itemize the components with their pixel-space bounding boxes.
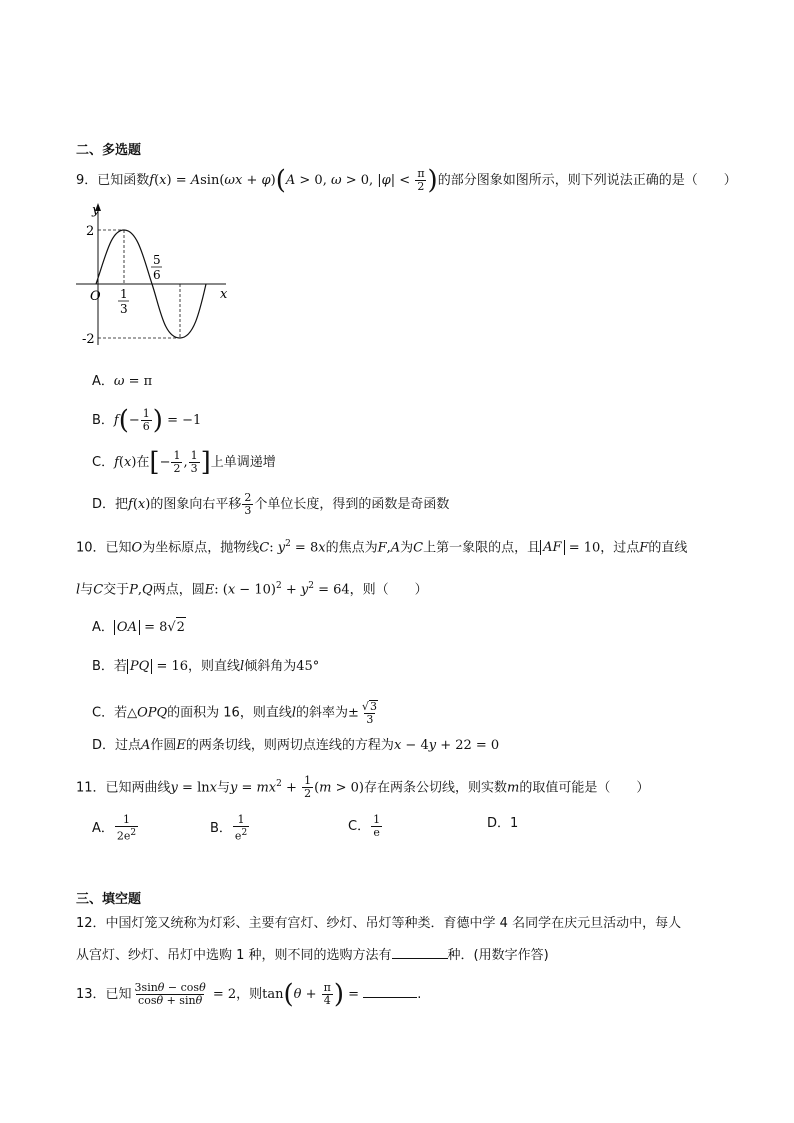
x2-denominator: 6	[153, 268, 161, 282]
x1-numerator: 1	[120, 287, 128, 301]
q10-option-c[interactable]: C．若△OPQ的面积为 16，则直线l的斜率为± $\frac{√3}{3}$	[92, 700, 377, 726]
question-12-line-2: 从宫灯、纱灯、吊灯中选购 1 种，则不同的选购方法有 种．(用数字作答)	[76, 944, 549, 966]
q10-option-a[interactable]: A． OA = 8√2	[92, 617, 186, 638]
question-9-stem: 9．已知函数f(x) = Asin(ωx + φ)(A > 0, ω > 0, |φ| < $\frac{\pi}{2}$ )的部分图象如图所示，则下列说法正确的是（ ）	[76, 165, 737, 196]
question-11-stem: 11．已知两曲线y = lnx与$y = mx^2$ + $\frac{1}{2}$ (m > 0)存在两条公切线，则实数m的取值可能是（ ）	[76, 774, 650, 801]
question-12-line-1: 12．中国灯笼又统称为灯彩、主要有宫灯、纱灯、吊灯等种类．育德中学 4 名同学在庆元旦活动中，每人	[76, 916, 682, 931]
q9-option-b[interactable]: B．f(− $\frac{1}{6}$ ) = −1	[92, 405, 202, 436]
section-title-multi-choice: 二、多选题	[76, 143, 142, 158]
question-13-stem: 13．已知 $\frac{3\sin\theta - \cos\theta}{\cos\theta + \sin\theta}$ = 2，则tan(θ + $\frac{\pi}{4}$ ) = .	[76, 979, 422, 1010]
y-max-label: 2	[86, 224, 95, 239]
q9-option-a[interactable]: A．ω = π	[92, 374, 153, 389]
q10-option-d[interactable]: D．过点A作圆E的两条切线，则两切点连线的方程为x − 4y + 22 = 0	[92, 738, 500, 753]
sine-graph	[76, 200, 236, 350]
q11-option-c[interactable]: C． $\frac{1}{e}$	[348, 813, 381, 839]
x1-denominator: 3	[120, 302, 128, 316]
q11-option-a[interactable]: A． $\frac{1}{2e^2}$	[92, 813, 137, 843]
question-10-line-1: 10．已知O为坐标原点，抛物线C: $y^2 = 8x$的焦点为F,A为C上第一象限的点，且 AF = 10，过点F的直线	[76, 539, 688, 556]
section-title-fill-blank: 三、填空题	[76, 892, 142, 907]
q12-answer-blank[interactable]	[392, 944, 448, 959]
question-10-line-2: l与C交于P,Q两点，圆E: $(x - 10)^2 + y^2 = 64$，则（ ）	[76, 581, 428, 598]
q11-option-d[interactable]: D．1	[487, 816, 519, 831]
y-axis-label: y	[92, 203, 100, 218]
q10-option-b[interactable]: B．若 PQ = 16，则直线l倾斜角为45°	[92, 659, 320, 674]
q9-option-c[interactable]: C．f(x)在[− $\frac{1}{2}$ , $\frac{1}{3}$ ]上单调递增	[92, 447, 276, 478]
y-min-label: -2	[82, 332, 95, 347]
origin-label: O	[90, 289, 101, 304]
q13-answer-blank[interactable]	[363, 983, 417, 998]
x-axis-label: x	[220, 287, 228, 302]
q11-option-b[interactable]: B． $\frac{1}{e^2}$	[210, 813, 248, 843]
x2-numerator: 5	[153, 253, 161, 267]
q9-option-d[interactable]: D．把f(x)的图象向右平移 $\frac{2}{3}$ 个单位长度，得到的函数是奇函数	[92, 491, 450, 517]
